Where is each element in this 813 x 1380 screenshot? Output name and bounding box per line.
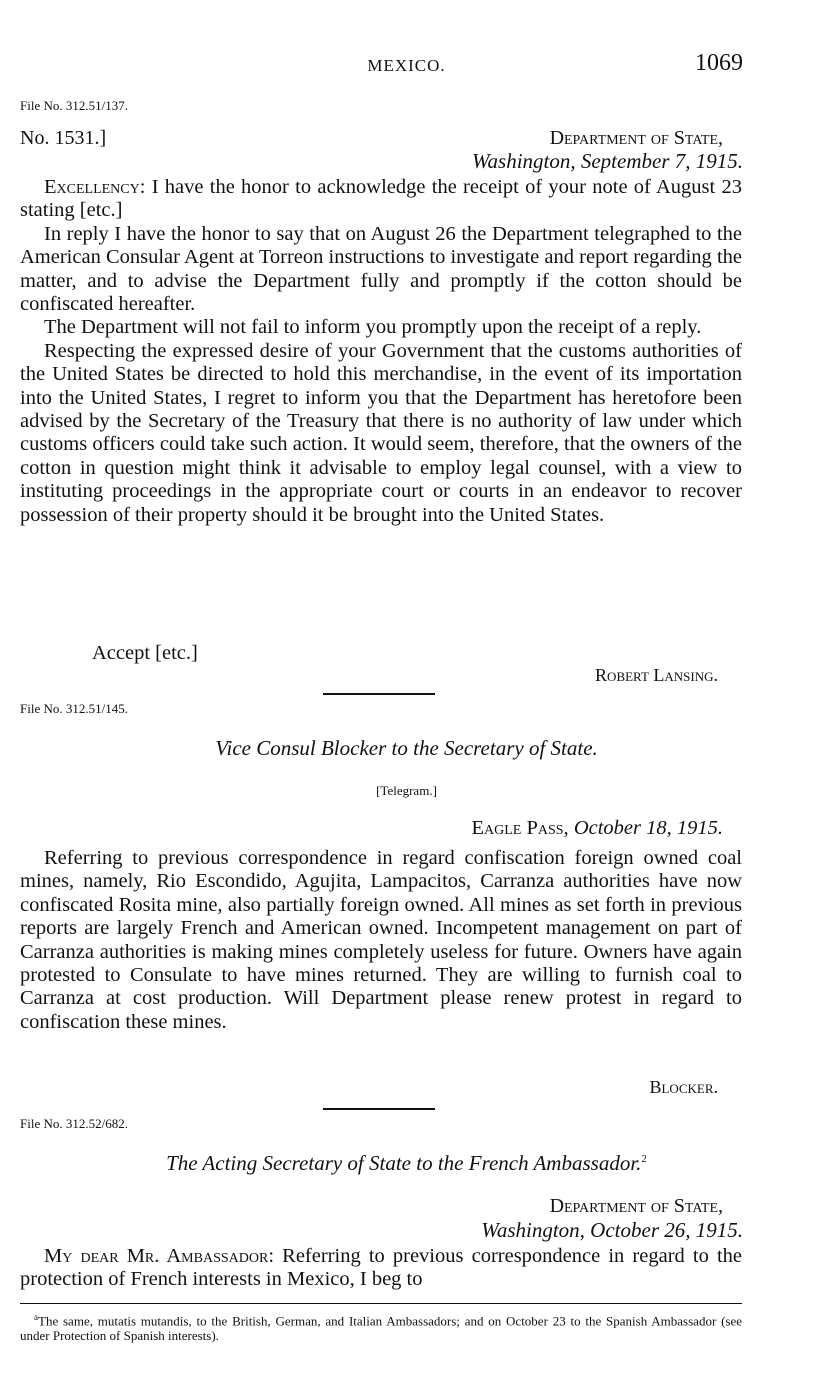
file-number: File No. 312.51/137. (20, 98, 128, 113)
paragraph: In reply I have the honor to say that on August 26 the Department telegraphed to the American Consular Agent at Torreon instructions to investigate and report regarding the matter, and to advise the Department fully and promptly if the cotton should be confiscated hereafter. (20, 222, 742, 316)
footnote-ref: 2 (641, 1153, 647, 1165)
footnote-text: The same, mutatis mutandis, to the British, German, and Italian Ambassadors; and on October 23 to the Spanish Ambassador (see under Protection of Spanish interests). (20, 1313, 742, 1344)
signature: Blocker. (649, 1077, 718, 1097)
paragraph: Referring to previous correspondence in regard confiscation foreign owned coal mines, namely, Rio Escondido, Agujita, Lampacitos, Carranza authorities have now confiscated Rosita mine, also partially foreign owned. All mines as set forth in previous reports are largely French and American owned. Incompetent management on part of Carranza authorities is making mines completely useless for future. Owners have again protested to Consulate to have mines returned. They are willing to furnish coal to Carranza at cost production. Will Department please renew protest in regard to confiscation these mines. (20, 847, 742, 1033)
section-divider (323, 1108, 435, 1110)
paragraph (20, 176, 742, 223)
paragraph-text: : I have the honor to acknowledge the receipt of your note of August 23 stating [etc.] (20, 176, 742, 222)
file-number: File No. 312.52/682. (20, 1116, 128, 1131)
sender-department: Department of State, (549, 1195, 723, 1217)
document-heading: Vice Consul Blocker to the Secretary of State. (215, 736, 598, 760)
heading-text: The Acting Secretary of State to the French Ambassador. (166, 1151, 642, 1175)
place-date: Washington, October 26, 1915. (481, 1218, 743, 1242)
file-number: File No. 312.51/145. (20, 701, 128, 716)
footnote (20, 1310, 742, 1343)
paragraph (20, 1245, 742, 1292)
place: Eagle Pass, (471, 817, 569, 839)
letter-body (20, 1245, 742, 1292)
footnote-marker: a (34, 1312, 38, 1322)
letter-body (20, 176, 742, 527)
telegram-label: [Telegram.] (376, 783, 437, 798)
paragraph: The Department will not fail to inform you promptly upon the receipt of a reply. (44, 316, 702, 339)
place-date: Washington, September 7, 1915. (471, 149, 743, 173)
section-divider (323, 693, 435, 695)
salutation: My dear Mr. Ambassador (44, 1245, 269, 1267)
signature: Robert Lansing. (595, 665, 718, 685)
paragraph: Respecting the expressed desire of your Government that the customs authorities of the United States be directed to hold this merchandise, in the event of its importation into the United States, I regret to inform you that the Department has heretofore been advised by the Secretary of the Treasury that there is no authority of law under which customs officers could take such action. It would seem, therefore, that the owners of the cotton in question might think it advisable to employ legal counsel, with a view to instituting proceedings in the appropriate court or courts in an endeavor to recover possession of their property should it be brought into the United States. (20, 339, 742, 526)
closing: Accept [etc.] (92, 642, 198, 664)
page-number: 1069 (695, 50, 743, 76)
sender-department: Department of State, (549, 127, 723, 149)
salutation: Excellency (44, 176, 140, 198)
date: October 18, 1915. (573, 817, 723, 839)
running-header-title: MEXICO. (367, 56, 446, 75)
place-date (472, 817, 724, 840)
telegram-body (20, 847, 742, 1034)
document-number: No. 1531.] (20, 127, 107, 149)
paragraph-text: : Referring to previous correspondence in regard to the protection of French interests in Mexico, I beg to (20, 1245, 743, 1291)
footnote-divider (20, 1303, 742, 1304)
document-heading (0, 1151, 813, 1176)
